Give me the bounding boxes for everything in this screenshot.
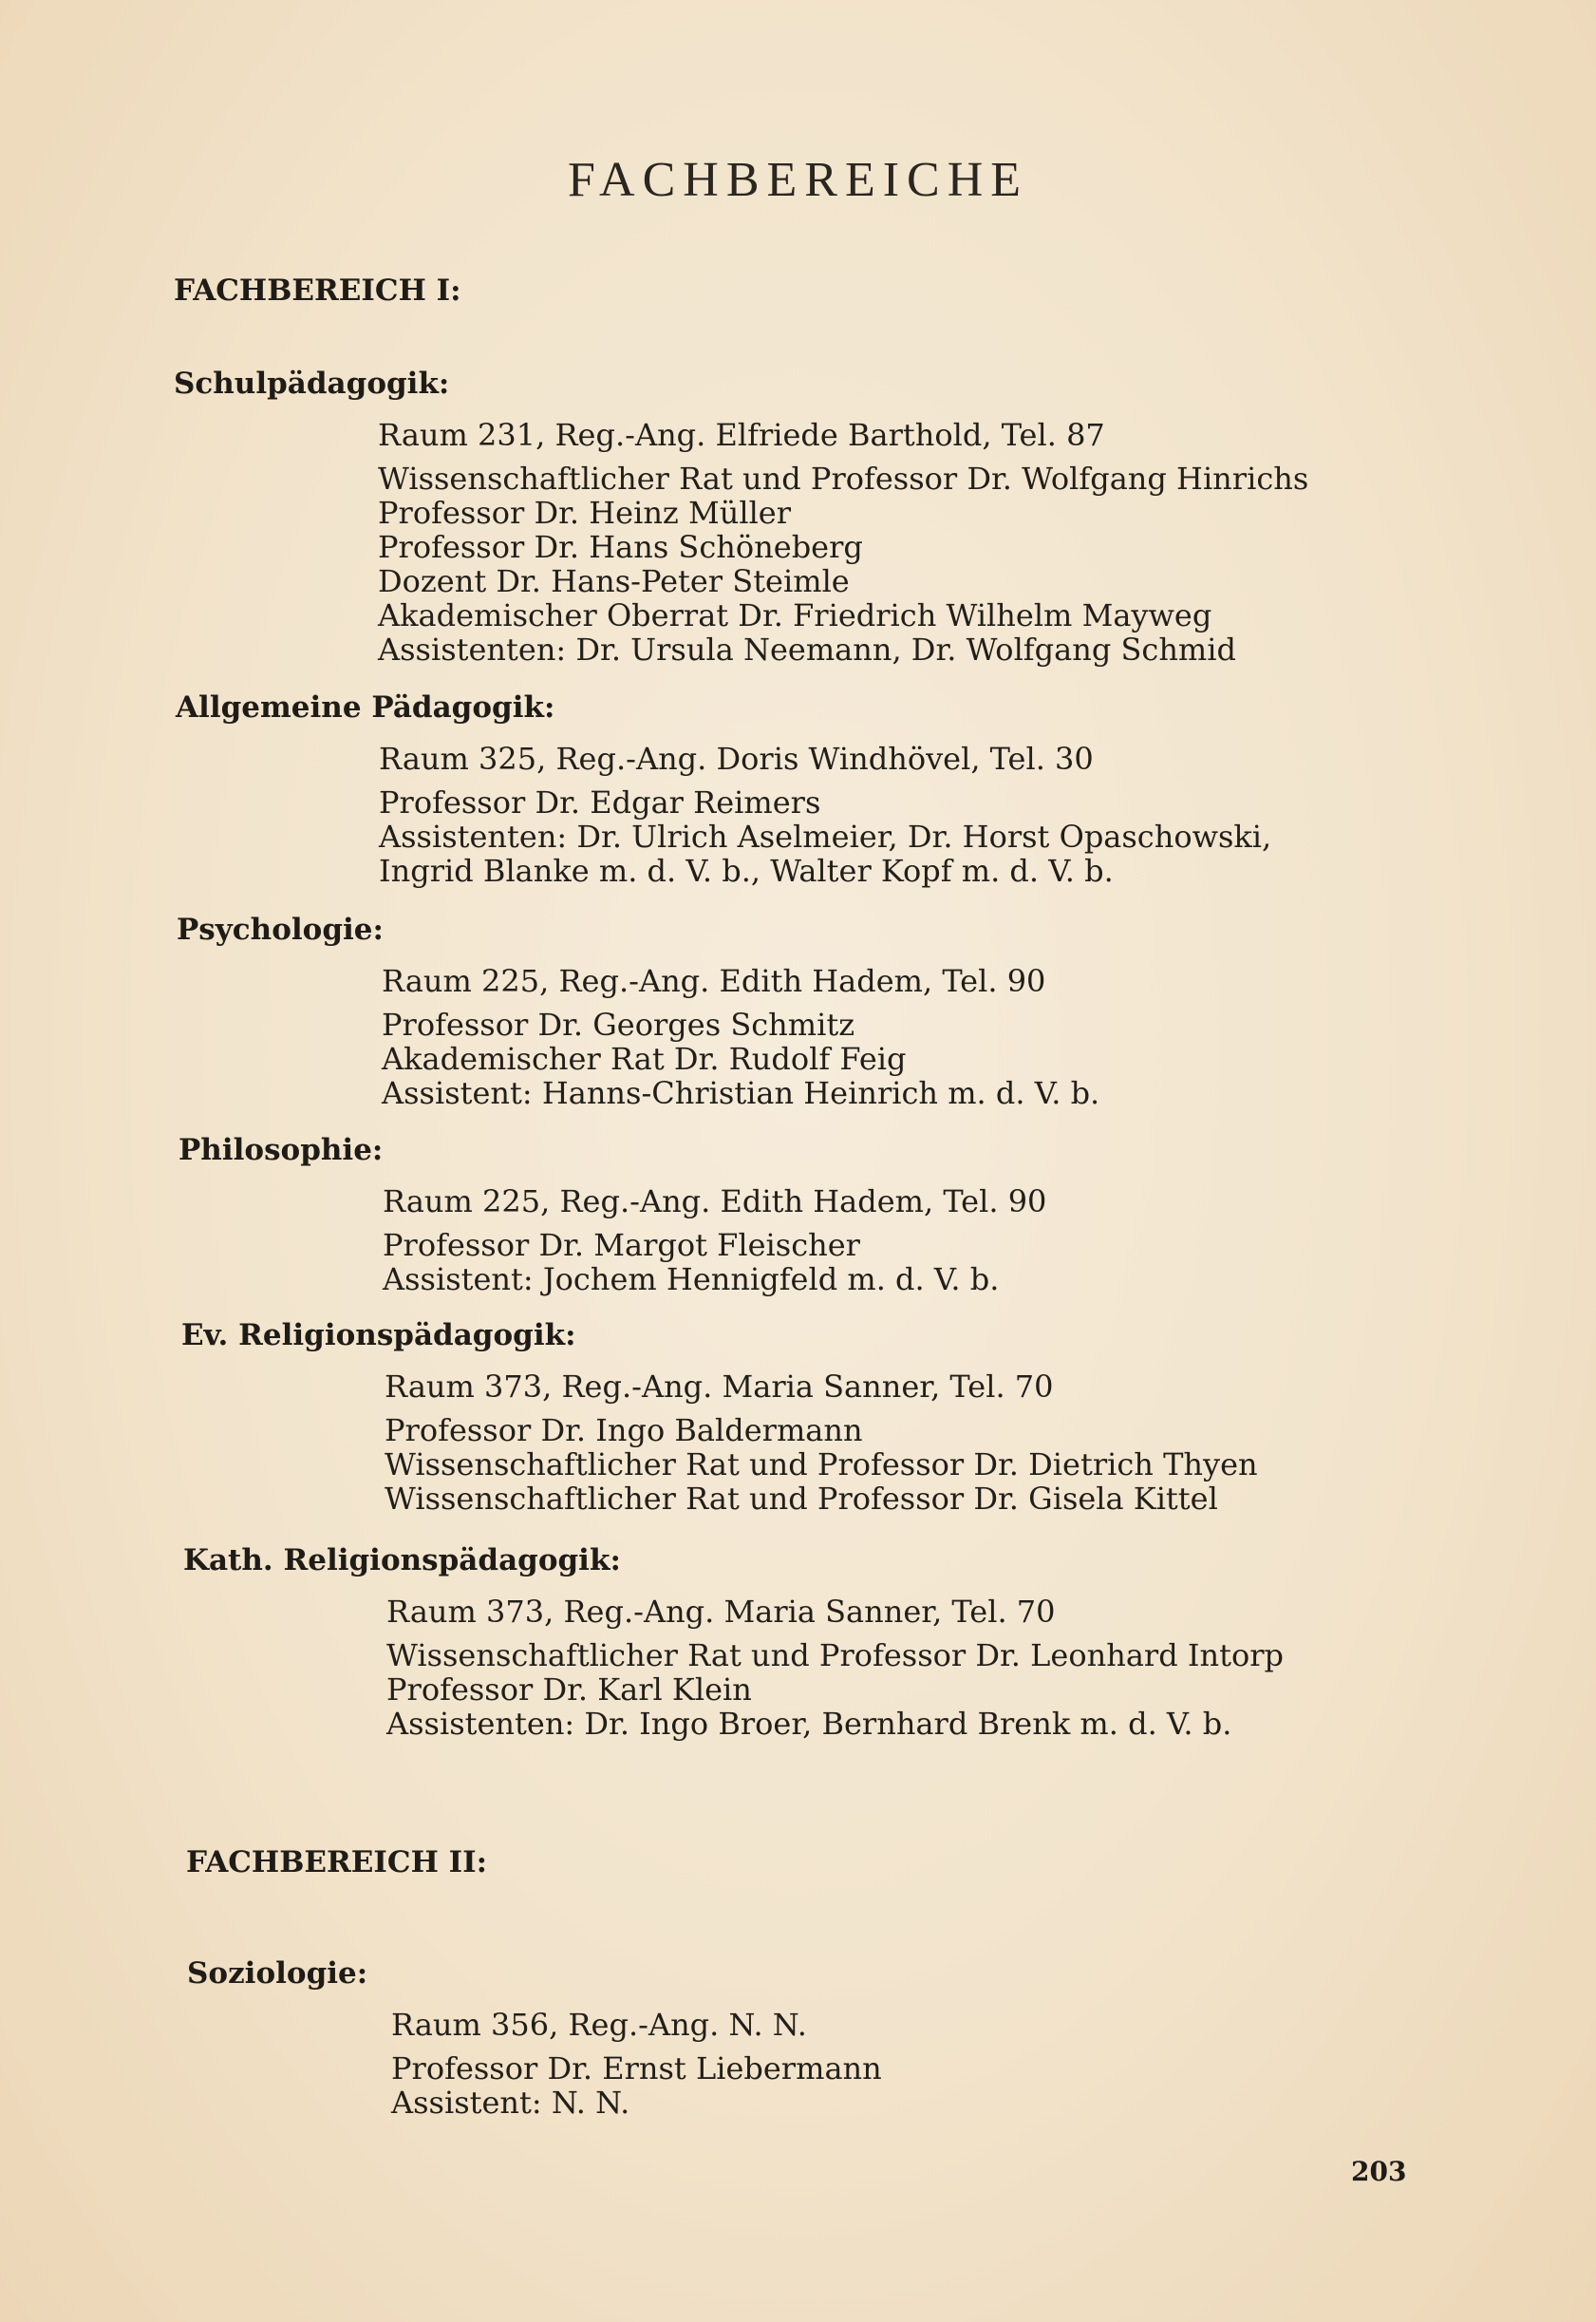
contact-line: Raum 225, Reg.-Ang. Edith Hadem, Tel. 90: [382, 963, 1046, 999]
section-title: Schulpädagogik:: [174, 367, 450, 401]
section-body: [386, 1595, 1596, 1741]
staff-line: Assistent: Jochem Hennigfeld m. d. V. b.: [383, 1261, 1000, 1297]
page-number: 203: [1351, 2156, 1407, 2187]
staff-line: Wissenschaftlicher Rat und Professor Dr. Leonhard Intorp: [386, 1637, 1284, 1673]
contact-line: Raum 325, Reg.-Ang. Doris Windhövel, Tel. 30: [379, 741, 1094, 777]
staff-line: Professor Dr. Hans Schöneberg: [378, 529, 863, 565]
section-title: Philosophie:: [178, 1133, 384, 1167]
section-body: [385, 1369, 1596, 1516]
section-title: Kath. Religionspädagogik:: [183, 1543, 621, 1577]
staff-line: Akademischer Rat Dr. Rudolf Feig: [382, 1041, 907, 1077]
staff-line: Professor Dr. Margot Fleischer: [383, 1227, 860, 1263]
contact-line: Raum 231, Reg.-Ang. Elfriede Barthold, Tel. 87: [378, 417, 1105, 453]
staff-line: Ingrid Blanke m. d. V. b., Walter Kopf m. d. V. b.: [379, 853, 1114, 889]
section-philosophie: [0, 1133, 1596, 1296]
staff-line: Assistent: Hanns-Christian Heinrich m. d. V. b.: [382, 1075, 1100, 1111]
staff-line: Wissenschaftlicher Rat und Professor Dr. Dietrich Thyen: [385, 1446, 1258, 1482]
section-body: [379, 742, 1596, 888]
staff-line: Dozent Dr. Hans-Peter Steimle: [378, 563, 850, 599]
staff-line: Wissenschaftlicher Rat und Professor Dr. Wolfgang Hinrichs: [378, 461, 1309, 497]
staff-line: Professor Dr. Karl Klein: [386, 1671, 752, 1708]
page-title: FACHBEREICHE: [567, 153, 1029, 207]
staff-line: Wissenschaftlicher Rat und Professor Dr. Gisela Kittel: [385, 1481, 1218, 1517]
section-soziologie: [0, 1956, 1596, 2120]
staff-line: Assistenten: Dr. Ursula Neemann, Dr. Wolfgang Schmid: [378, 632, 1236, 668]
contact-line: Raum 373, Reg.-Ang. Maria Sanner, Tel. 70: [386, 1594, 1056, 1630]
staff-line: Professor Dr. Heinz Müller: [378, 495, 792, 531]
contact-line: Raum 356, Reg.-Ang. N. N.: [391, 2007, 807, 2043]
section-title: Allgemeine Pädagogik:: [176, 690, 555, 725]
section-ev-religionspaedagogik: [0, 1318, 1596, 1516]
staff-line: Assistenten: Dr. Ingo Broer, Bernhard Brenk m. d. V. b.: [386, 1706, 1232, 1742]
fachbereich-1-heading: FACHBEREICH I:: [174, 274, 461, 308]
staff-line: Professor Dr. Ingo Baldermann: [385, 1412, 863, 1448]
staff-line: Akademischer Oberrat Dr. Friedrich Wilhelm Mayweg: [378, 597, 1212, 633]
section-body: [378, 418, 1596, 667]
staff-line: Assistenten: Dr. Ulrich Aselmeier, Dr. Horst Opaschowski,: [379, 819, 1272, 855]
section-body: [382, 964, 1596, 1110]
contact-line: Raum 373, Reg.-Ang. Maria Sanner, Tel. 70: [385, 1369, 1054, 1405]
section-psychologie: [0, 913, 1596, 1110]
staff-line: Professor Dr. Edgar Reimers: [379, 784, 821, 821]
staff-line: Assistent: N. N.: [391, 2085, 630, 2121]
section-title: Ev. Religionspädagogik:: [181, 1318, 576, 1352]
section-title: Psychologie:: [177, 913, 384, 947]
section-body: [391, 2008, 1596, 2120]
section-schulpaedagogik: [0, 367, 1596, 667]
fachbereich-2-heading: FACHBEREICH II:: [186, 1845, 488, 1879]
staff-line: Professor Dr. Ernst Liebermann: [391, 2050, 882, 2086]
section-kath-religionspaedagogik: [0, 1543, 1596, 1741]
section-title: Soziologie:: [187, 1956, 368, 1991]
section-allgemeine-paedagogik: [0, 690, 1596, 888]
section-body: [383, 1184, 1596, 1296]
staff-line: Professor Dr. Georges Schmitz: [382, 1007, 855, 1043]
contact-line: Raum 225, Reg.-Ang. Edith Hadem, Tel. 90: [383, 1183, 1047, 1219]
